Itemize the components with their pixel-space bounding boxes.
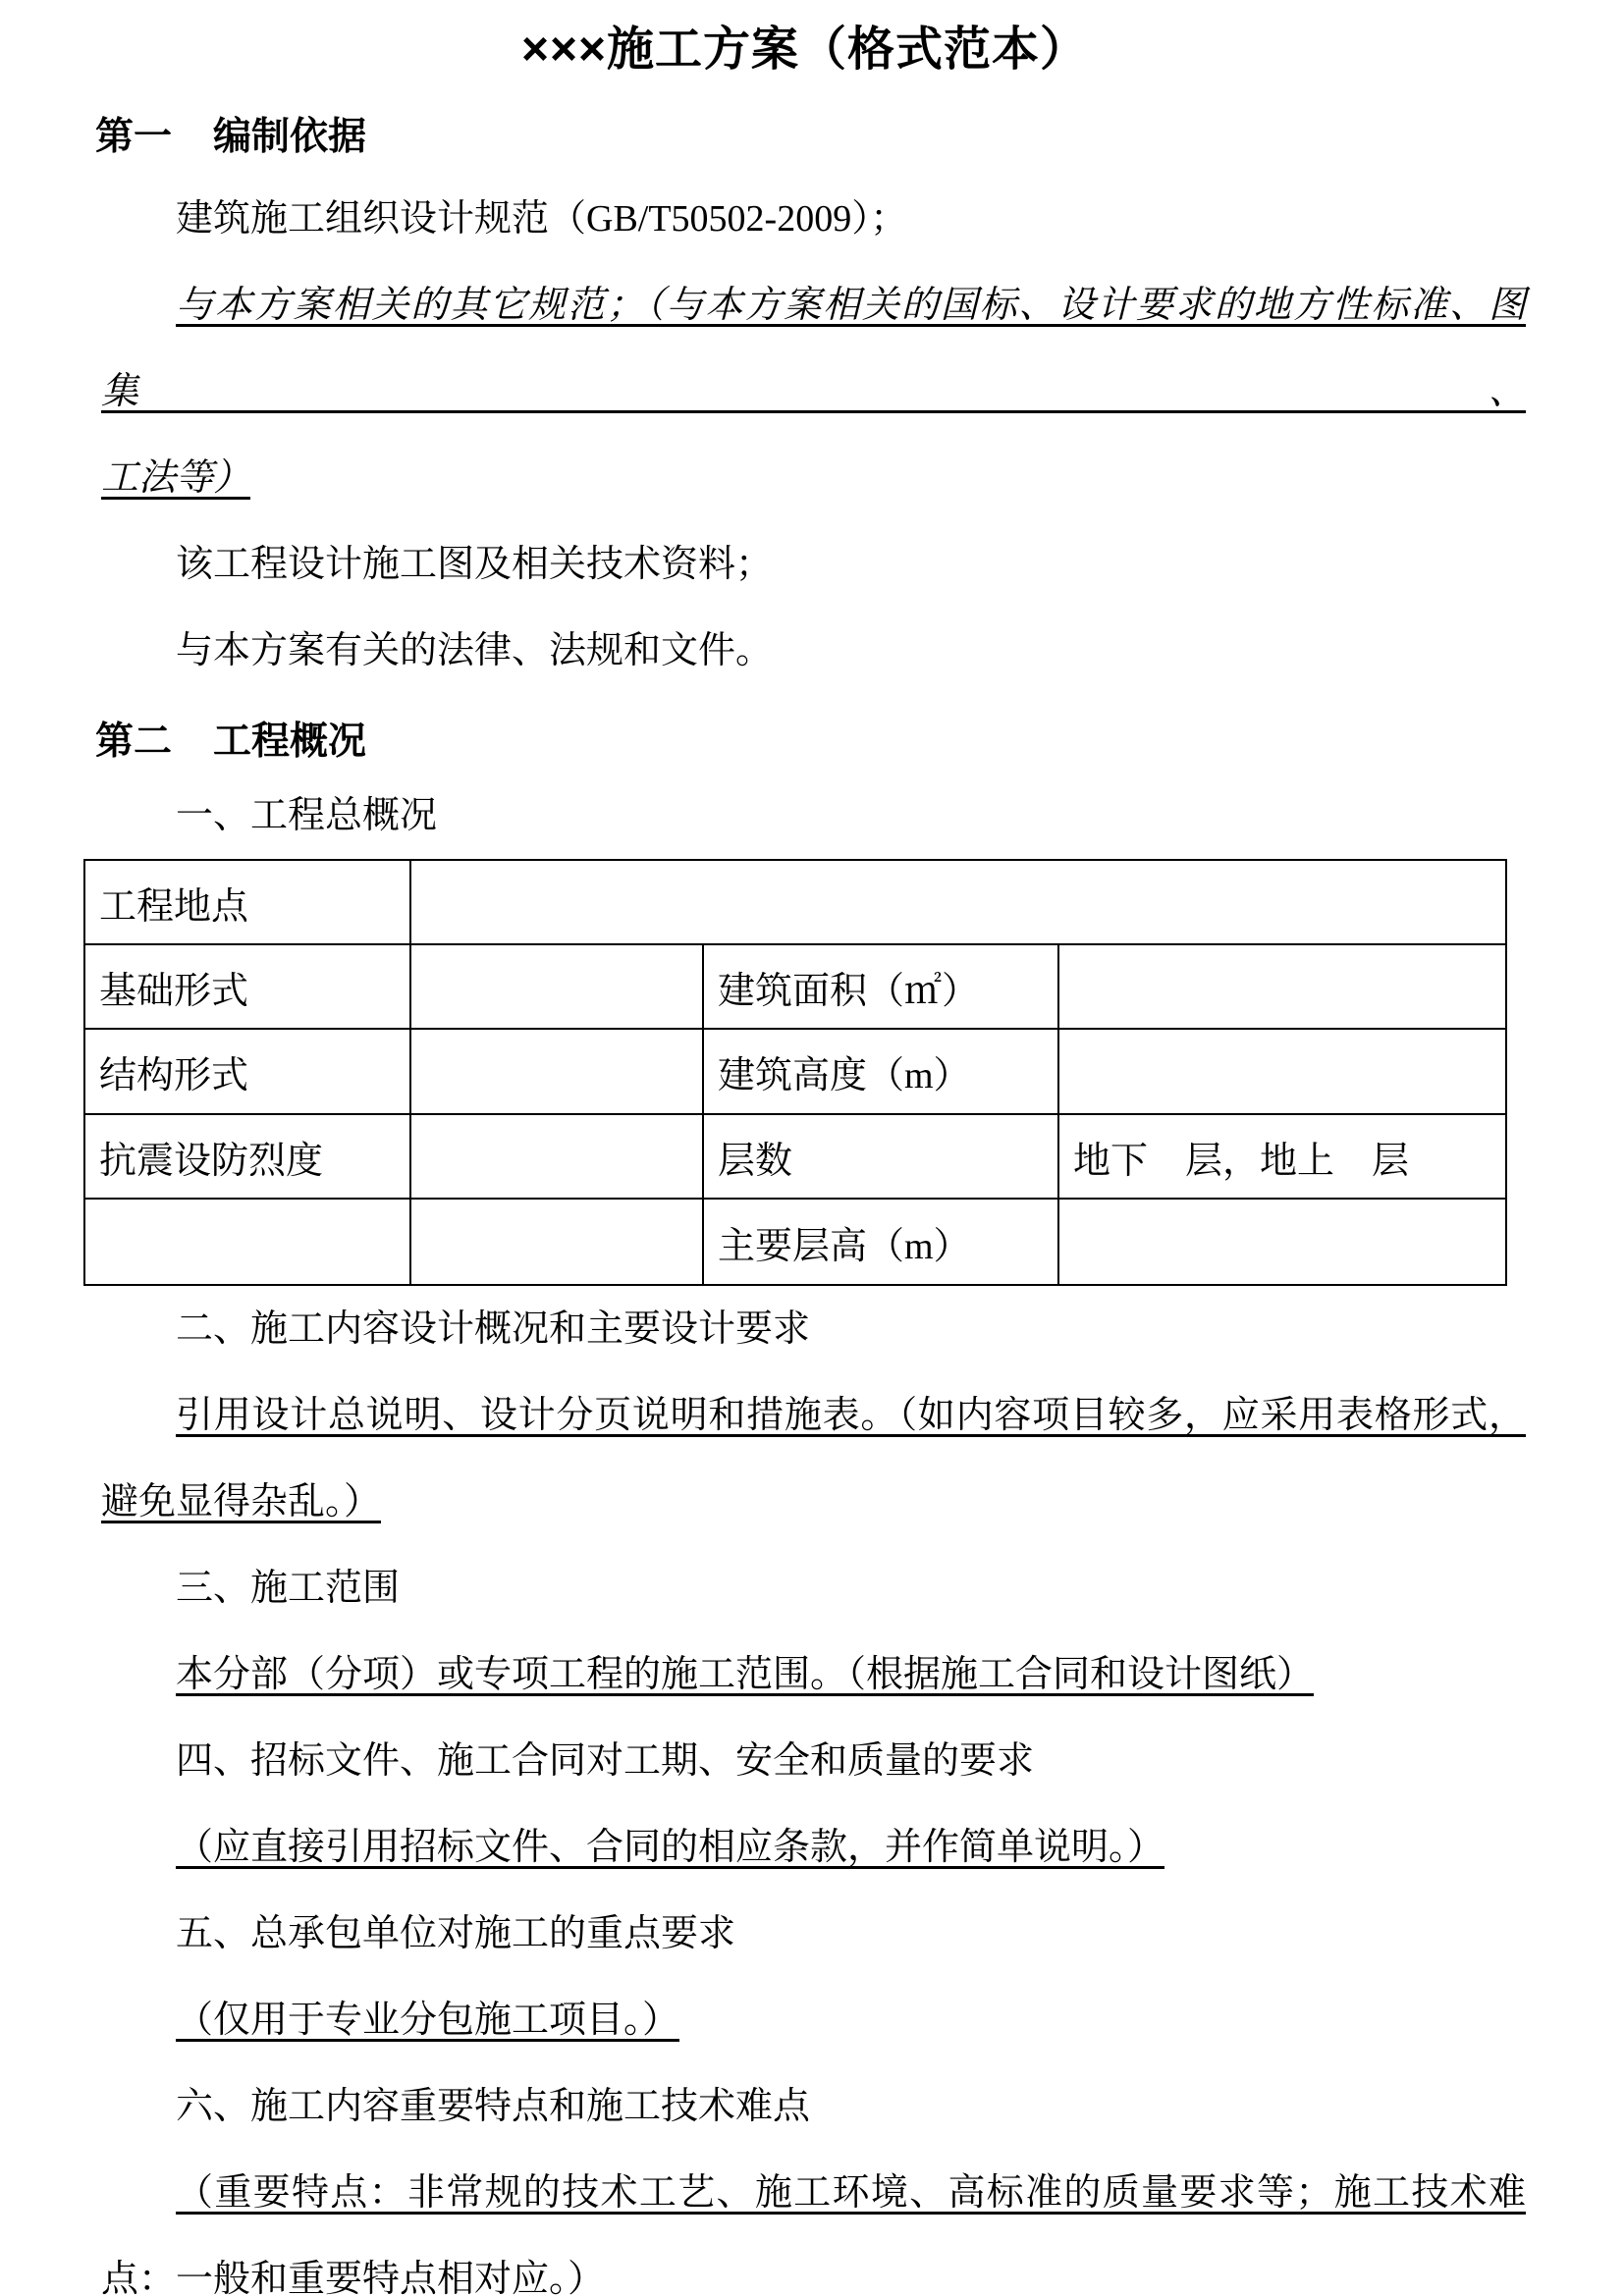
item-2-note-line2: 避免显得杂乱。） <box>101 1481 382 1522</box>
item-5-note: （仅用于专业分包施工项目。） <box>176 2000 680 2041</box>
cell-empty <box>84 1199 410 1285</box>
cell-foundation-type-value <box>410 944 703 1029</box>
paragraph-other-codes-line2: 工法等） <box>101 457 251 499</box>
item-6-note-line2: 点：一般和重要特点相对应。） <box>101 2259 606 2296</box>
paragraph-drawings: 该工程设计施工图及相关技术资料； <box>176 544 774 585</box>
cell-building-height-label: 建筑高度（m） <box>703 1029 1058 1114</box>
item-6-note-line1: （重要特点：非常规的技术工艺、施工环境、高标准的质量要求等；施工技术难 <box>176 2172 1526 2214</box>
cell-project-location-label: 工程地点 <box>84 860 410 944</box>
item-3-note: 本分部（分项）或专项工程的施工范围。（根据施工合同和设计图纸） <box>176 1654 1315 1695</box>
section-1-heading <box>95 114 1526 161</box>
table-row <box>84 860 1506 944</box>
item-2-design-overview: 二、施工内容设计概况和主要设计要求 <box>176 1308 811 1350</box>
item-5-general-contractor: 五、总承包单位对施工的重点要求 <box>176 1913 736 1954</box>
section-1-title: 编制依据 <box>213 116 367 158</box>
table-row <box>84 1114 1506 1199</box>
item-1-overview: 一、工程总概况 <box>176 795 438 836</box>
section-1-number: 第一 <box>95 116 173 158</box>
item-4-requirements: 四、招标文件、施工合同对工期、安全和质量的要求 <box>176 1740 1035 1782</box>
section-2-heading <box>95 719 1526 766</box>
table-row <box>84 1029 1506 1114</box>
cell-structure-type-value <box>410 1029 703 1114</box>
document-title: ×××施工方案（格式范本） <box>520 24 1089 76</box>
item-3-scope: 三、施工范围 <box>176 1568 401 1609</box>
table-row <box>84 944 1506 1029</box>
cell-project-location-value <box>410 860 1506 944</box>
table-row <box>84 1199 1506 1285</box>
cell-structure-type-label: 结构形式 <box>84 1029 410 1114</box>
section-2-number: 第二 <box>95 721 173 763</box>
cell-storeys-label: 层数 <box>703 1114 1058 1199</box>
paragraph-codes: 建筑施工组织设计规范（GB/T50502-2009）； <box>176 198 908 240</box>
cell-storey-height-label: 主要层高（m） <box>703 1199 1058 1285</box>
item-2-note-line1: 引用设计总说明、设计分页说明和措施表。（如内容项目较多，应采用表格形式， <box>176 1395 1526 1436</box>
item-6-key-points: 六、施工内容重要特点和施工技术难点 <box>176 2086 811 2127</box>
paragraph-laws: 与本方案有关的法律、法规和文件。 <box>176 630 774 671</box>
cell-seismic-value <box>410 1114 703 1199</box>
project-overview-table <box>83 859 1507 1286</box>
cell-seismic-label: 抗震设防烈度 <box>84 1114 410 1199</box>
cell-foundation-type-label: 基础形式 <box>84 944 410 1029</box>
cell-building-height-value <box>1058 1029 1506 1114</box>
paragraph-other-codes-line1: 与本方案相关的其它规范；（与本方案相关的国标、设计要求的地方性标准、图集、 <box>101 285 1526 412</box>
section-2-title: 工程概况 <box>213 721 367 763</box>
cell-building-area-label: 建筑面积（㎡） <box>703 944 1058 1029</box>
cell-empty <box>410 1199 703 1285</box>
cell-storeys-value: 地下 层，地上 层 <box>1058 1114 1506 1199</box>
cell-storey-height-value <box>1058 1199 1506 1285</box>
item-4-note: （应直接引用招标文件、合同的相应条款，并作简单说明。） <box>176 1827 1165 1868</box>
cell-building-area-value <box>1058 944 1506 1029</box>
